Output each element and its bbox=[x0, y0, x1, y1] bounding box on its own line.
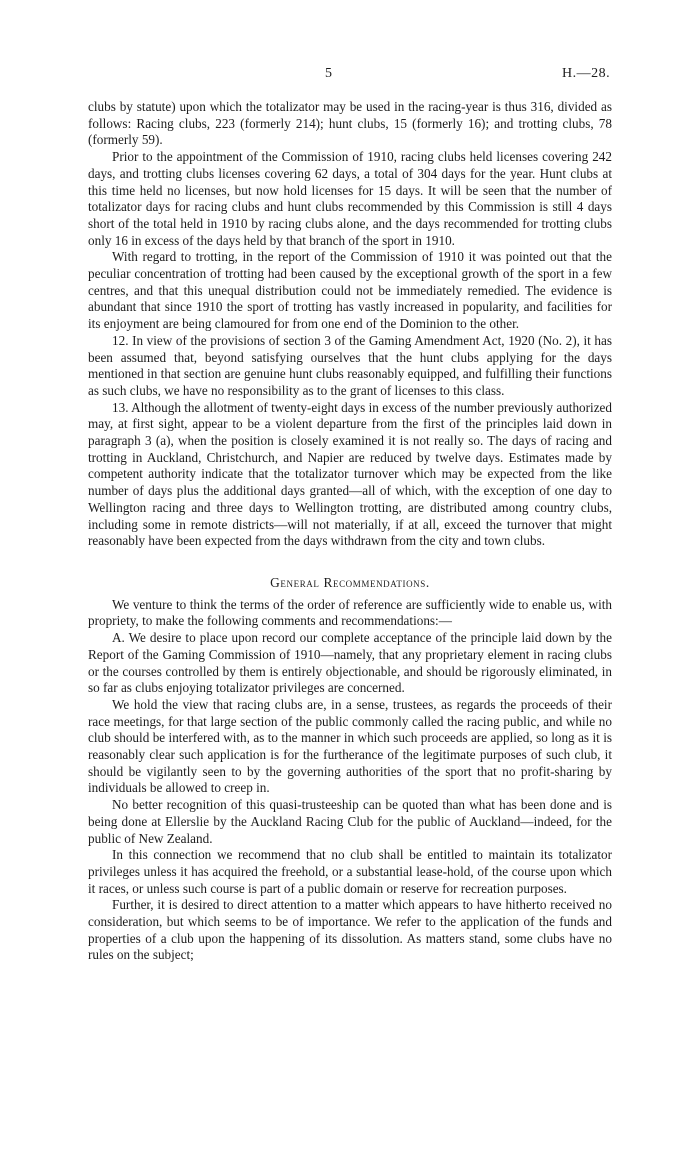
document-reference: H.—28. bbox=[562, 66, 611, 81]
paragraph: No better recognition of this quasi-trusteeship can be quoted than what has been done and is being done at Ellerslie by the Auckland Racing Club for the public of Auckland—indeed, for the public of New Zealand. bbox=[88, 797, 612, 846]
paragraph: In this connection we recommend that no club shall be entitled to maintain its totalizator privileges unless it has acquired the freehold, or a substantial lease-hold, of the course upon which it races, or unless such course is part of a public domain or reserve for recreation purposes. bbox=[88, 847, 612, 896]
paragraph: Prior to the appointment of the Commission of 1910, racing clubs held licenses covering 242 days, and trotting clubs licenses covering 62 days, a total of 304 days for the year. Hunt clubs at this time held no licenses, but now hold licenses for 15 days. It will be seen that the number of totalizator days for racing clubs and hunt clubs recommended by this Commission is still 4 days short of the total held in 1910 by racing clubs alone, and the days recommended for trotting clubs only 16 in excess of the days held by that branch of the sport in 1910. bbox=[88, 149, 612, 248]
paragraph: Further, it is desired to direct attention to a matter which appears to have hitherto received no consideration, but which seems to be of importance. We refer to the application of the funds and properties of a club upon the happening of its dissolution. As matters stand, some clubs have no rules on the subject; bbox=[88, 897, 612, 963]
paragraph: With regard to trotting, in the report of the Commission of 1910 it was pointed out that the peculiar concentration of trotting had been caused by the exceptional growth of the sport in a few centres, and that this unequal distribution could not be immediately remedied. The evidence is abundant that since 1910 the sport of trotting has vastly increased in popularity, and facilities for its enjoyment are being clamoured for from one end of the Dominion to the other. bbox=[88, 249, 612, 332]
page-number: 5 bbox=[325, 66, 332, 81]
paragraph: We hold the view that racing clubs are, in a sense, trustees, as regards the proceeds of their race meetings, for that large section of the public commonly called the racing public, and while no club should be interfered with, as to the manner in which such proceeds are applied, so long as it is reasonably clear such application is for the furtherance of the legitimate purposes of such club, it should be vigilantly seen to by the governing authorities of the sport that no profit-sharing by individuals be allowed to creep in. bbox=[88, 696, 612, 796]
paragraph: A. We desire to place upon record our complete acceptance of the principle laid down by the Report of the Gaming Commission of 1910—namely, that any proprietary element in racing clubs or the courses controlled by them is entirely objectionable, and should be rigorously eliminated, in so far as clubs enjoying totalizator privileges are concerned. bbox=[88, 630, 612, 696]
paragraph: 12. In view of the provisions of section 3 of the Gaming Amendment Act, 1920 (No. 2), it has been assumed that, beyond satisfying ourselves that the hunt clubs applying for the days mentioned in that section are genuine hunt clubs reasonably equipped, and fulfilling their functions as such clubs, we have no responsibility as to the grant of licenses to this class. bbox=[88, 332, 612, 398]
paragraph: clubs by statute) upon which the totalizator may be used in the racing-year is thus 316, divided as follows: Racing clubs, 223 (formerly 214); hunt clubs, 15 (formerly 16); and trotting clubs, 78 (formerly 59). bbox=[88, 99, 612, 148]
paragraph: 13. Although the allotment of twenty-eight days in excess of the number previously authorized may, at first sight, appear to be a violent departure from the first of the principles laid down in paragraph 3 (a), when the position is closely examined it is not really so. The days of racing and trotting in Auckland, Christchurch, and Napier are reduced by twelve days. Estimates made by competent authority indicate that the totalizator turnover which may be expected from the like number of days plus the additional days granted—all of which, with the exception of one day to Wellington racing and three days to Wellington trotting, are distributed among country clubs, including some in remote districts—will not materially, if at all, exceed the turnover that might reasonably have been expected from the days withdrawn from the city and town clubs. bbox=[88, 399, 612, 549]
paragraph: We venture to think the terms of the order of reference are sufficiently wide to enable us, with propriety, to make the following comments and recommendations:— bbox=[88, 596, 612, 629]
body-text bbox=[88, 99, 612, 964]
section-heading: General Recommendations. bbox=[270, 574, 430, 590]
